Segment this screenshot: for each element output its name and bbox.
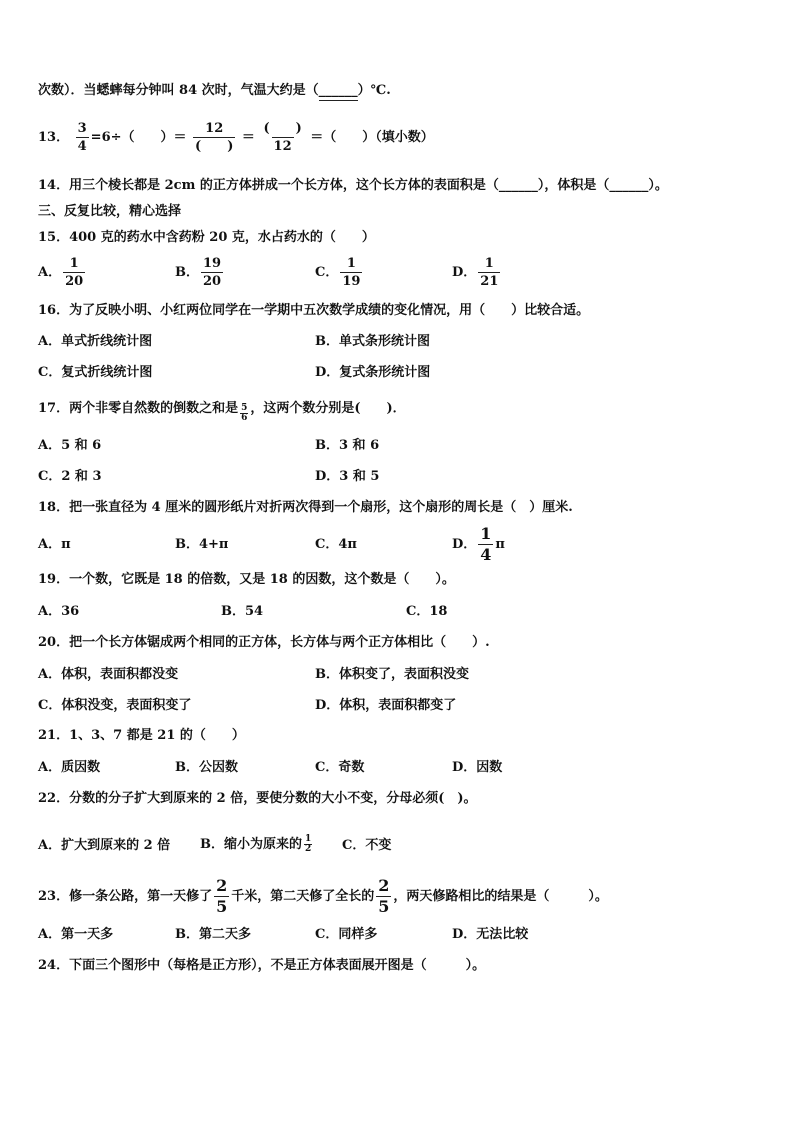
q15-b-fraction: $\frac{19}{20}$ xyxy=(203,256,222,289)
q15-d-fraction: $\frac{1}{21}$ xyxy=(480,256,499,289)
q13-number: 13． xyxy=(38,130,70,145)
q17-option-c[interactable]: C．2 和 3 xyxy=(38,469,102,484)
q13-eq-2: ＝ xyxy=(241,130,255,145)
q15-option-c[interactable]: C． $\frac{1}{19}$ xyxy=(315,256,361,289)
q19-option-b[interactable]: B．54 xyxy=(221,604,264,619)
q12-text-end: ）℃. xyxy=(357,83,391,98)
q23-option-a[interactable]: A．第一天多 xyxy=(38,927,114,942)
q20-option-b[interactable]: B．体积变了，表面积没变 xyxy=(315,667,469,682)
q19-question: 19．一个数，它既是 18 的倍数，又是 18 的因数，这个数是（ ）。 xyxy=(38,572,455,587)
q13-eq-3: ＝（ ）（填小数） xyxy=(310,130,434,145)
q17-option-b[interactable]: B．3 和 6 xyxy=(315,438,380,453)
q18-option-a[interactable]: A．π xyxy=(38,537,71,552)
q13-fraction-3[interactable]: $\frac{( )}{12}$ xyxy=(263,121,302,154)
q22-option-c[interactable]: C．不变 xyxy=(342,838,392,853)
q17-option-a[interactable]: A．5 和 6 xyxy=(38,438,102,453)
q20-option-c[interactable]: C．体积没变，表面积变了 xyxy=(38,698,192,713)
q23-option-c[interactable]: C．同样多 xyxy=(315,927,378,942)
q22-option-b[interactable]: B．缩小为原来的 $\frac{1}{2}$ xyxy=(200,834,312,854)
q22-option-a[interactable]: A．扩大到原来的 2 倍 xyxy=(38,838,171,853)
q22-question: 22．分数的分子扩大到原来的 2 倍，要使分数的大小不变，分母必须( )。 xyxy=(38,791,477,806)
q15-a-fraction: $\frac{1}{20}$ xyxy=(65,256,84,289)
q15-option-d[interactable]: D． $\frac{1}{21}$ xyxy=(452,256,499,289)
q13-fraction-1: $\frac{3}{4}$ xyxy=(77,121,87,154)
q18-option-d[interactable]: D． $\frac{1}{4}$ π xyxy=(452,524,505,564)
q21-option-c[interactable]: C．奇数 xyxy=(315,760,365,775)
q20-option-d[interactable]: D．体积，表面积都变了 xyxy=(315,698,457,713)
q13-eq-1: =6÷（ ）＝ xyxy=(90,130,187,145)
q18-option-c[interactable]: C．4π xyxy=(315,537,357,552)
q12-text: 次数）．当蟋蟀每分钟叫 84 次时，气温大约是（ xyxy=(38,83,319,98)
q13-fraction-2[interactable]: $\frac{12}{( )}$ xyxy=(195,121,234,154)
q18-question: 18．把一张直径为 4 厘米的圆形纸片对折两次得到一个扇形，这个扇形的周长是（ ）厘米. xyxy=(38,500,573,515)
q17-option-d[interactable]: D．3 和 5 xyxy=(315,469,380,484)
q24-question: 24．下面三个图形中（每格是正方形），不是正方体表面展开图是（ ）。 xyxy=(38,958,486,973)
q16-option-c[interactable]: C．复式折线统计图 xyxy=(38,365,153,380)
q20-question: 20．把一个长方体锯成两个相同的正方体，长方体与两个正方体相比（ ）. xyxy=(38,635,490,650)
q21-option-d[interactable]: D．因数 xyxy=(452,760,503,775)
q21-option-b[interactable]: B．公因数 xyxy=(175,760,238,775)
q12-answer-blank[interactable]: ______ xyxy=(319,82,358,101)
q21-question: 21．1、3、7 都是 21 的（ ） xyxy=(38,728,245,743)
q15-c-fraction: $\frac{1}{19}$ xyxy=(342,256,361,289)
q15-option-a[interactable]: A． $\frac{1}{20}$ xyxy=(38,256,84,289)
q16-option-a[interactable]: A．单式折线统计图 xyxy=(38,334,153,349)
q16-option-b[interactable]: B．单式条形统计图 xyxy=(315,334,430,349)
q14: 14．用三个棱长都是 2cm 的正方体拼成一个长方体，这个长方体的表面积是（______），体积是（______）。 xyxy=(38,178,668,193)
q23-option-d[interactable]: D．无法比较 xyxy=(452,927,529,942)
q16-option-d[interactable]: D．复式条形统计图 xyxy=(315,365,431,380)
q22-b-fraction: $\frac{1}{2}$ xyxy=(305,834,312,854)
q18-d-fraction: $\frac{1}{4}$ xyxy=(480,524,492,564)
q13 xyxy=(38,118,434,158)
q19-option-c[interactable]: C．18 xyxy=(406,604,448,619)
q18-option-b[interactable]: B．4+π xyxy=(175,537,229,552)
q17-fraction: $\frac{5}{6}$ xyxy=(241,403,248,423)
q19-option-a[interactable]: A．36 xyxy=(38,604,80,619)
q16-question: 16．为了反映小明、小红两位同学在一学期中五次数学成绩的变化情况，用（ ）比较合适。 xyxy=(38,303,590,318)
q23-fraction-1: $\frac{2}{5}$ xyxy=(216,876,228,916)
q23-question: 23．修一条公路，第一天修了 $\frac{2}{5}$ 千米，第二天修了全长的 $\frac{2}{5}$ ，两天修路相比的结果是（ ）。 xyxy=(38,876,608,916)
q17-question: 17．两个非零自然数的倒数之和是 $\frac{5}{6}$ ，这两个数分别是( )． xyxy=(38,401,406,423)
q23-option-b[interactable]: B．第二天多 xyxy=(175,927,251,942)
q15-question: 15．400 克的药水中含药粉 20 克，水占药水的（ ） xyxy=(38,230,375,245)
q15-option-b[interactable]: B． $\frac{19}{20}$ xyxy=(175,256,222,289)
q23-fraction-2: $\frac{2}{5}$ xyxy=(378,876,390,916)
q12-tail xyxy=(38,82,391,101)
q20-option-a[interactable]: A．体积，表面积都没变 xyxy=(38,667,179,682)
q21-option-a[interactable]: A．质因数 xyxy=(38,760,101,775)
section-3-title: 三、反复比较，精心选择 xyxy=(38,204,182,219)
